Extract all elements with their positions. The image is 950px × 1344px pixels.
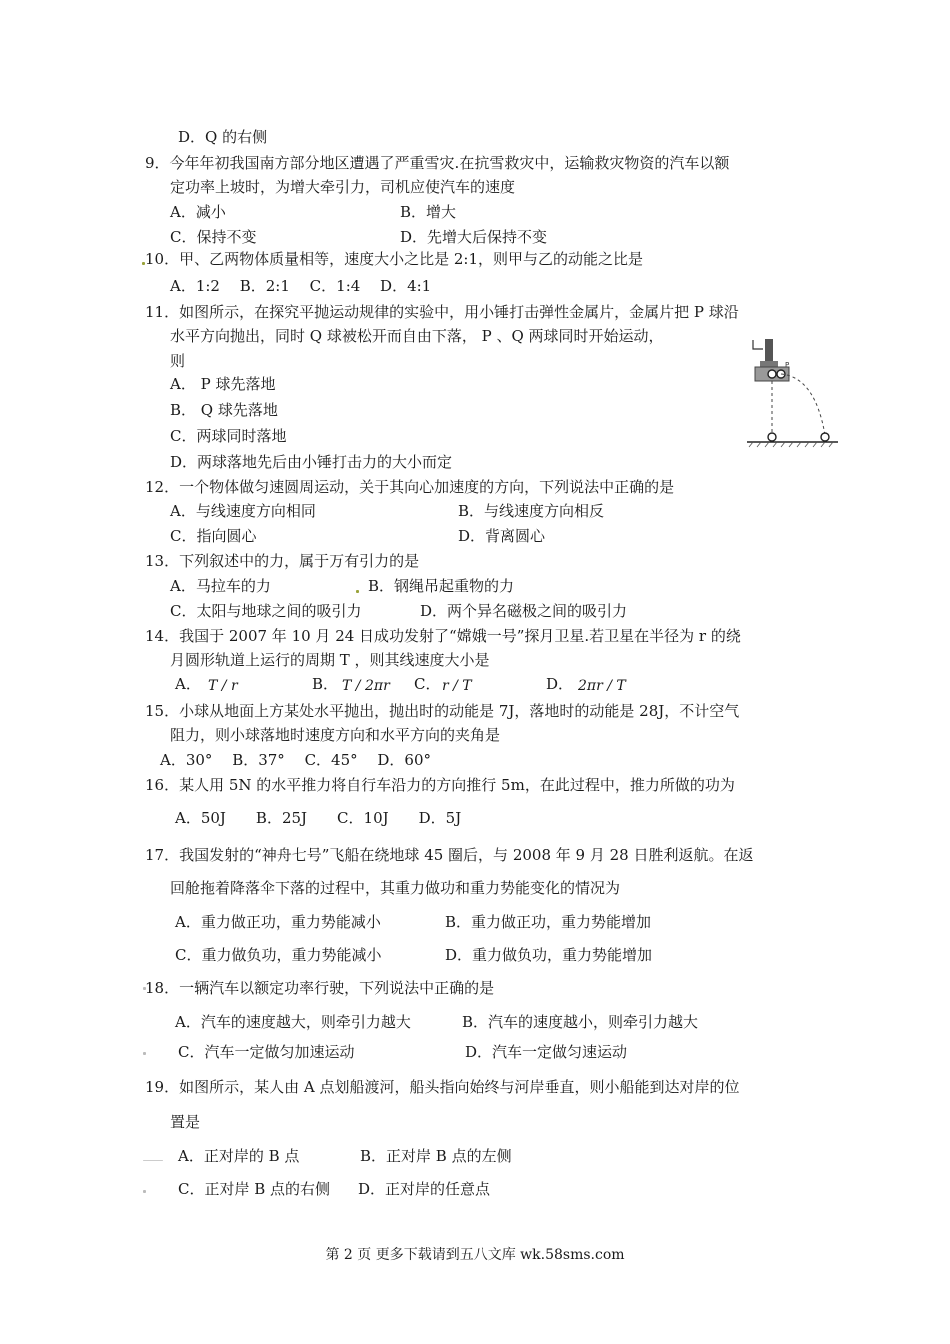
q9-option-d: D．先增大后保持不变	[400, 228, 548, 246]
q14-option-a-formula: T / r	[208, 678, 238, 694]
q13-option-b: B．钢绳吊起重物的力	[368, 577, 515, 595]
q12-option-c: C．指向圆心	[170, 527, 257, 545]
q13-option-a: A．马拉车的力	[170, 577, 271, 595]
q12-stem: 12．一个物体做匀速圆周运动，关于其向心加速度的方向，下列说法中正确的是	[145, 478, 675, 496]
q9-option-c: C．保持不变	[170, 228, 257, 246]
q11-option-c: C．两球同时落地	[170, 427, 287, 445]
q11-option-b: B． Q 球先落地	[170, 401, 278, 419]
q8-option-d: D．Q 的右侧	[178, 128, 268, 146]
scan-dot	[143, 1052, 146, 1055]
q18-option-c: C．汽车一定做匀加速运动	[178, 1043, 355, 1061]
q17-stem: 17．我国发射的“神舟七号”飞船在绕地球 45 圈后，与 2008 年 9 月 28 日胜利返航。在返	[145, 846, 754, 864]
scan-dot	[356, 590, 359, 593]
q11-stem: 11．如图所示，在探究平抛运动规律的实验中，用小锤打击弹性金属片，金属片把 P 球沿	[145, 303, 739, 321]
q18-option-d: D．汽车一定做匀速运动	[465, 1043, 628, 1061]
q9-stem-cont: 定功率上坡时，为增大牵引力，司机应使汽车的速度	[170, 178, 516, 196]
q18-stem: 18．一辆汽车以额定功率行驶，下列说法中正确的是	[145, 979, 495, 997]
q14-option-d-formula: 2πr / T	[578, 678, 626, 694]
q16-options: A．50J B．25J C．10J D．5J	[175, 809, 462, 827]
q19-stem-cont: 置是	[170, 1113, 201, 1131]
scan-dot	[143, 1190, 146, 1193]
q18-option-b: B．汽车的速度越小，则牵引力越大	[462, 1013, 699, 1031]
q9-stem: 9．今年年初我国南方部分地区遭遇了严重雪灾.在抗雪救灾中，运输救灾物资的汽车以额	[145, 154, 730, 172]
q14-stem-cont: 月圆形轨道上运行的周期 T ，则其线速度大小是	[170, 651, 490, 669]
q12-option-a: A．与线速度方向相同	[170, 502, 316, 520]
q13-option-c: C．太阳与地球之间的吸引力	[170, 602, 362, 620]
q13-stem: 13．下列叙述中的力，属于万有引力的是	[145, 552, 420, 570]
q15-stem-cont: 阻力，则小球落地时速度方向和水平方向的夹角是	[170, 726, 501, 744]
q15-options: A．30° B．37° C．45° D．60°	[160, 751, 432, 769]
q19-option-a: A．正对岸的 B 点	[178, 1147, 300, 1165]
q14-option-a-label: A．	[175, 675, 201, 693]
q19-stem: 19．如图所示，某人由 A 点划船渡河，船头指向始终与河岸垂直，则小船能到达对岸的位	[145, 1078, 740, 1096]
q17-option-d: D．重力做负功，重力势能增加	[445, 946, 653, 964]
label-p: P	[785, 361, 790, 369]
q11-stem-cont: 水平方向抛出，同时 Q 球被松开而自由下落， P 、Q 两球同时开始运动，	[170, 327, 664, 345]
q16-stem: 16．某人用 5N 的水平推力将自行车沿力的方向推行 5m，在此过程中，推力所做的功为	[145, 776, 735, 794]
q10-stem: 10．甲、乙两物体质量相等，速度大小之比是 2:1，则甲与乙的动能之比是	[145, 250, 643, 268]
q10-options: A．1:2 B．2:1 C．1:4 D．4:1	[170, 277, 432, 295]
q14-option-d-label: D．	[546, 675, 574, 693]
q17-option-a: A．重力做正功，重力势能减小	[175, 913, 381, 931]
q17-stem-cont: 回舱拖着降落伞下落的过程中，其重力做功和重力势能变化的情况为	[170, 879, 621, 897]
q14-option-c-formula: r / T	[442, 678, 472, 694]
q11-option-a: A． P 球先落地	[170, 375, 276, 393]
scan-mark	[143, 1160, 163, 1161]
q18-option-a: A．汽车的速度越大，则牵引力越大	[175, 1013, 411, 1031]
q11-option-d: D．两球落地先后由小锤打击力的大小而定	[170, 453, 453, 471]
q19-option-b: B．正对岸 B 点的左侧	[360, 1147, 512, 1165]
q14-stem: 14．我国于 2007 年 10 月 24 日成功发射了“嫦娥一号”探月卫星.若卫星在半径为 r 的绕	[145, 627, 741, 645]
q9-option-a: A．减小	[170, 203, 226, 221]
q19-option-d: D．正对岸的任意点	[358, 1180, 491, 1198]
projectile-apparatus-figure	[745, 335, 840, 453]
q13-option-d: D．两个异名磁极之间的吸引力	[420, 602, 628, 620]
q17-option-b: B．重力做正功，重力势能增加	[445, 913, 652, 931]
q15-stem: 15．小球从地面上方某处水平抛出，抛出时的动能是 7J，落地时的动能是 28J，不计空气	[145, 702, 740, 720]
q12-option-d: D．背离圆心	[458, 527, 546, 545]
q14-option-b-formula: T / 2πr	[342, 678, 390, 694]
q14-option-c-label: C．	[414, 675, 441, 693]
q19-option-c: C．正对岸 B 点的右侧	[178, 1180, 331, 1198]
q9-option-b: B．增大	[400, 203, 457, 221]
q12-option-b: B．与线速度方向相反	[458, 502, 605, 520]
q17-option-c: C．重力做负功，重力势能减小	[175, 946, 382, 964]
page-footer: 第 2 页 更多下载请到五八文库 wk.58sms.com	[325, 1247, 625, 1263]
q11-stem-end: 则	[170, 352, 186, 370]
q14-option-b-label: B．	[312, 675, 339, 693]
